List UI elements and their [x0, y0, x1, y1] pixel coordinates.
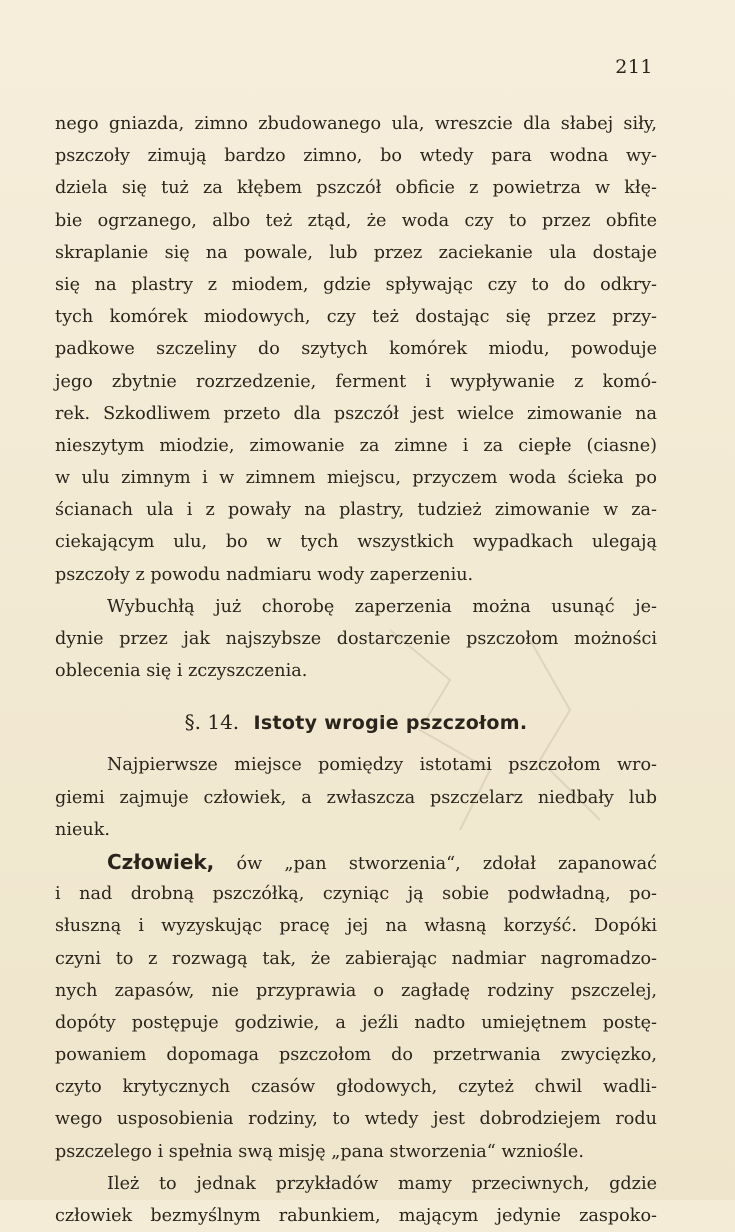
- text-line: rek. Szkodliwem przeto dla pszczół jest wielce zimowanie na: [55, 403, 657, 424]
- text-line: giemi zajmuje człowiek, a zwłaszcza pszczelarz niedbały lub: [55, 787, 657, 808]
- text-line: tych komórek miodowych, czy też dostając się przez przy-: [55, 307, 657, 328]
- text-line: pszczoły z powodu nadmiaru wody zaperzeniu.: [55, 564, 474, 585]
- text-line: pszczelego i spełnia swą misję „pana stworzenia“ wzniośle.: [55, 1141, 584, 1162]
- page-number: 211: [615, 56, 653, 78]
- text-line: nieuk.: [55, 819, 110, 840]
- body-text: [55, 108, 657, 1232]
- text-line: czyni to z rozwagą tak, że zabierając nadmiar nagromadzo-: [55, 948, 657, 969]
- section-heading: [55, 697, 657, 747]
- paragraph-3: [55, 749, 657, 846]
- text-line: słuszną i wyzyskując pracę jej na własną korzyść. Dopóki: [55, 916, 657, 937]
- text-line: dziela się tuż za kłębem pszczół obficie z powietrza w kłę-: [55, 178, 657, 199]
- text-line: człowiek bezmyślnym rabunkiem, mającym jedynie zaspoko-: [55, 1206, 657, 1226]
- text-line: jego zbytnie rozrzedzenie, ferment i wypływanie z komó-: [55, 371, 657, 392]
- text-line: się na plastry z miodem, gdzie spływając czy to do odkry-: [55, 274, 657, 295]
- text-line: bie ogrzanego, albo też ztąd, że woda czy to przez obfite: [55, 210, 657, 231]
- text-line: wego usposobienia rodziny, to wtedy jest dobrodziejem rodu: [55, 1109, 657, 1130]
- paragraph-1: [55, 108, 657, 591]
- lead-word: Człowiek,: [107, 849, 215, 874]
- text-line: ścianach ula i z powały na plastry, tudzież zimowanie w za-: [55, 500, 657, 521]
- section-number: §. 14.: [184, 710, 240, 735]
- text-line: nego gniazda, zimno zbudowanego ula, wreszcie dla słabej siły,: [55, 114, 657, 134]
- text-line: pszczoły zimują bardzo zimno, bo wtedy para wodna wy-: [55, 146, 657, 167]
- text-line: Najpierwsze miejsce pomiędzy istotami pszczołom wro-: [107, 755, 657, 776]
- text-line-first: [55, 846, 657, 878]
- text-line: nieszytym miodzie, zimowanie za zimne i za ciepłe (ciasne): [55, 435, 657, 456]
- text-line: skraplanie się na powale, lub przez zaciekanie ula dostaje: [55, 242, 657, 263]
- paragraph-4: [55, 846, 657, 1168]
- text-line-rest: ów „pan stworzenia“, zdołał zapanować: [236, 853, 657, 874]
- text-line: Wybuchłą już chorobę zaperzenia można usunąć je-: [107, 596, 657, 617]
- text-line: i nad drobną pszczółką, czyniąc ją sobie podwładną, po-: [55, 884, 657, 905]
- text-line: nych zapasów, nie przyprawia o zagładę rodziny pszczelej,: [55, 980, 657, 1001]
- text-line: powaniem dopomaga pszczołom do przetrwania zwycięzko,: [55, 1045, 657, 1066]
- text-line: czyto krytycznych czasów głodowych, czyteż chwil wadli-: [55, 1077, 657, 1098]
- text-line: dopóty postępuje godziwie, a jeźli nadto umiejętnem postę-: [55, 1012, 657, 1033]
- text-line: w ulu zimnym i w zimnem miejscu, przyczem woda ścieka po: [55, 468, 657, 489]
- section-title: Istoty wrogie pszczołom.: [253, 712, 528, 735]
- text-line: padkowe szczeliny do szytych komórek miodu, powoduje: [55, 339, 657, 360]
- text-line: oblecenia się i zczyszczenia.: [55, 661, 308, 682]
- text-line: Ileż to jednak przykładów mamy przeciwnych, gdzie: [107, 1173, 657, 1194]
- text-line: dynie przez jak najszybsze dostarczenie pszczołom możności: [55, 629, 657, 649]
- paragraph-2: [55, 591, 657, 688]
- text-line: ciekającym ulu, bo w tych wszystkich wypadkach ulegają: [55, 532, 657, 553]
